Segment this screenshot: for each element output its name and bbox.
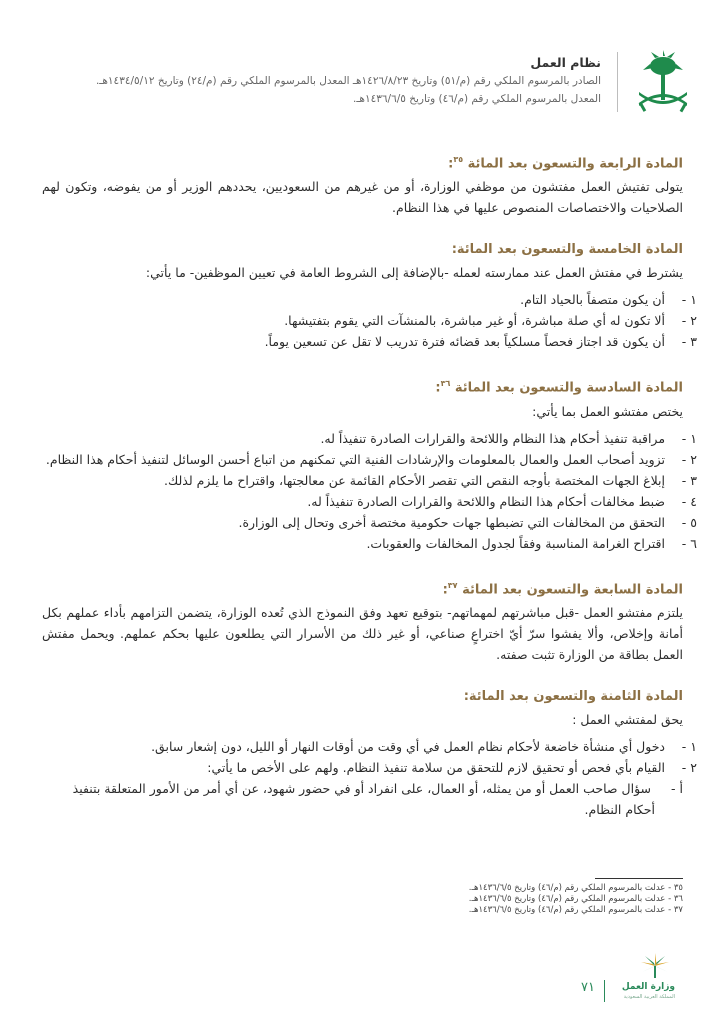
article-list [42,289,697,352]
article-197 [42,576,683,665]
article-title: المادة الخامسة والتسعون بعد المائة: [451,242,683,258]
article-paragraph: يلتزم مفتشو العمل -قبل مباشرتهم لمهماتهم- بتوقيع تعهد وفق النموذج الذي تُعده الوزارة، يتضمن التزامهم بأداء عملهم بكل أمانة وإخلاص، وألا يفشوا سرّ أيّ اختراعٍ صناعي، أو غير ذلك من الأسرار التي يطلعون عليها بحكم عملهم. ويحمل مفتش العمل بطاقة من الوزارة تثبت صفته. [42,604,683,662]
list-item [42,331,697,352]
footnotes [383,878,683,916]
article-list [42,428,697,554]
article-list [42,736,697,778]
ministry-name: وزارة العمل [621,982,675,992]
title-suffix: : [448,156,454,172]
list-item [42,512,697,533]
article-title: المادة الثامنة والتسعون بعد المائة: [463,688,683,704]
item-number: ٢ - [681,759,697,775]
list-item [42,533,697,554]
article-title-text: المادة السابعة والتسعون بعد المائة [462,581,683,597]
law-issuance-line: الصادر بالمرسوم الملكي رقم (م/٥١) وتاريخ ١٤٢٦/٨/٢٣هـ المعدل بالمرسوم الملكي رقم (م/٢٤) وتاريخ ١٤٣٤/٥/١٢هـ. [95,75,601,87]
item-text: تزويد أصحاب العمل والعمال بالمعلومات والإرشادات الفنية التي تمكنهم من اتباع أحسن الوسائل لتنفيذ أحكام هذا النظام. [45,451,666,467]
item-text: أن يكون متصفاً بالحياد التام. [520,292,666,308]
article-sublist [42,778,683,820]
list-item [42,470,697,491]
item-number: ١ - [681,292,697,308]
page-number: ٧١ [581,980,595,995]
article-title [42,374,683,398]
item-text: ضبط مخالفات أحكام هذا النظام واللائحة والقرارات الصادرة تنفيذاً له. [307,493,666,509]
article-intro: يختص مفتشو العمل بما يأتي: [532,403,683,419]
list-item [42,428,697,449]
page-footer [505,952,685,1012]
article-196 [42,374,697,553]
list-item [42,491,697,512]
item-text: القيام بأي فحص أو تحقيق لازم للتحقق من سلامة تنفيذ النظام. ولهم على الأخص ما يأتي: [207,759,666,775]
item-text: إبلاغ الجهات المختصة بأوجه النقص التي تقصر الأحكام القائمة عن معالجتها، واقتراح ما يلزم لذلك. [163,472,666,488]
footnote-ref[interactable]: ٣٥ [453,155,464,164]
ministry-country: المملكة العربية السعودية [623,994,675,1000]
item-text: مراقبة تنفيذ أحكام هذا النظام واللائحة والقرارات الصادرة تنفيذاً له. [320,430,666,446]
footnote-37: ٣٧ - عدلت بالمرسوم الملكي رقم (م/٤٦) وتاريخ ١٤٣٦/٦/٥هـ. [468,905,683,915]
item-number: ٣ - [681,334,697,350]
item-text: أن يكون قد اجتاز فحصاً مسلكياً بعد قضائه فترة تدريب لا تقل عن تسعين يوماً. [264,334,666,350]
saudi-emblem-icon [633,48,693,118]
header-text [40,54,601,108]
article-intro: يحق لمفتشي العمل : [572,711,683,727]
footnote-35: ٣٥ - عدلت بالمرسوم الملكي رقم (م/٤٦) وتاريخ ١٤٣٦/٦/٥هـ. [468,883,683,893]
document-body [42,150,697,842]
item-letter: أ - [671,780,683,796]
list-item [42,289,697,310]
article-intro: يشترط في مفتش العمل عند ممارسته لعمله -بالإضافة إلى الشروط العامة في تعيين الموظفين- ما يأتي: [145,265,683,281]
list-item [42,449,697,470]
title-suffix: : [442,581,448,597]
law-amendment-line: المعدل بالمرسوم الملكي رقم (م/٤٦) وتاريخ ١٤٣٦/٦/٥هـ. [353,93,601,105]
item-number: ١ - [681,430,697,446]
item-number: ٤ - [681,493,697,509]
footnote-rule [595,878,683,879]
footnote-ref[interactable]: ٣٦ [440,379,451,389]
footnote-36: ٣٦ - عدلت بالمرسوم الملكي رقم (م/٤٦) وتاريخ ١٤٣٦/٦/٥هـ. [468,894,683,904]
list-item [42,736,697,757]
article-title [42,576,683,600]
item-number: ٢ - [681,313,697,329]
item-text: سؤال صاحب العمل أو من يمثله، أو العمال، على انفراد أو في حضور شهود، عن أي أمر من الأمور المتعلقة بتنفيذ أحكام النظام. [72,780,655,817]
article-title-text: المادة السادسة والتسعون بعد المائة [454,380,683,396]
list-item [42,757,697,778]
article-198 [42,687,697,820]
article-title-text: المادة الرابعة والتسعون بعد المائة [467,156,683,172]
item-text: ألا تكون له أي صلة مباشرة، أو غير مباشرة، بالمنشآت التي يقوم بتفتيشها. [284,313,666,329]
item-text: التحقق من المخالفات التي تضبطها جهات حكومية مختصة أخرى وتحال إلى الوزارة. [238,514,666,530]
article-paragraph: يتولى تفتيش العمل مفتشون من موظفي الوزارة، أو من غيرهم من السعوديين، يحددهم الوزير أو من يفوضه، وتكون لهم الصلاحيات والاختصاصات المنصوص عليها في هذا النظام. [42,179,683,216]
article-195 [42,240,697,352]
item-number: ٦ - [681,535,697,551]
article-194 [42,150,683,218]
item-text: اقتراح الغرامة المناسبة وفقاً لجدول المخالفات والعقوبات. [366,535,666,551]
sublist-item [42,778,683,820]
list-item [42,310,697,331]
footer-separator [604,980,605,1002]
item-text: دخول أي منشأة خاضعة لأحكام نظام العمل في أي وقت من أوقات النهار أو الليل، دون إشعار سابق. [151,738,666,754]
item-number: ٢ - [681,451,697,467]
item-number: ١ - [681,738,697,754]
footnote-ref[interactable]: ٣٧ [447,580,458,590]
document-header [40,48,693,118]
law-title: نظام العمل [530,55,601,70]
item-number: ٥ - [681,514,697,530]
article-title [42,150,683,174]
header-divider [617,52,618,112]
title-suffix: : [435,380,441,396]
item-number: ٣ - [681,472,697,488]
